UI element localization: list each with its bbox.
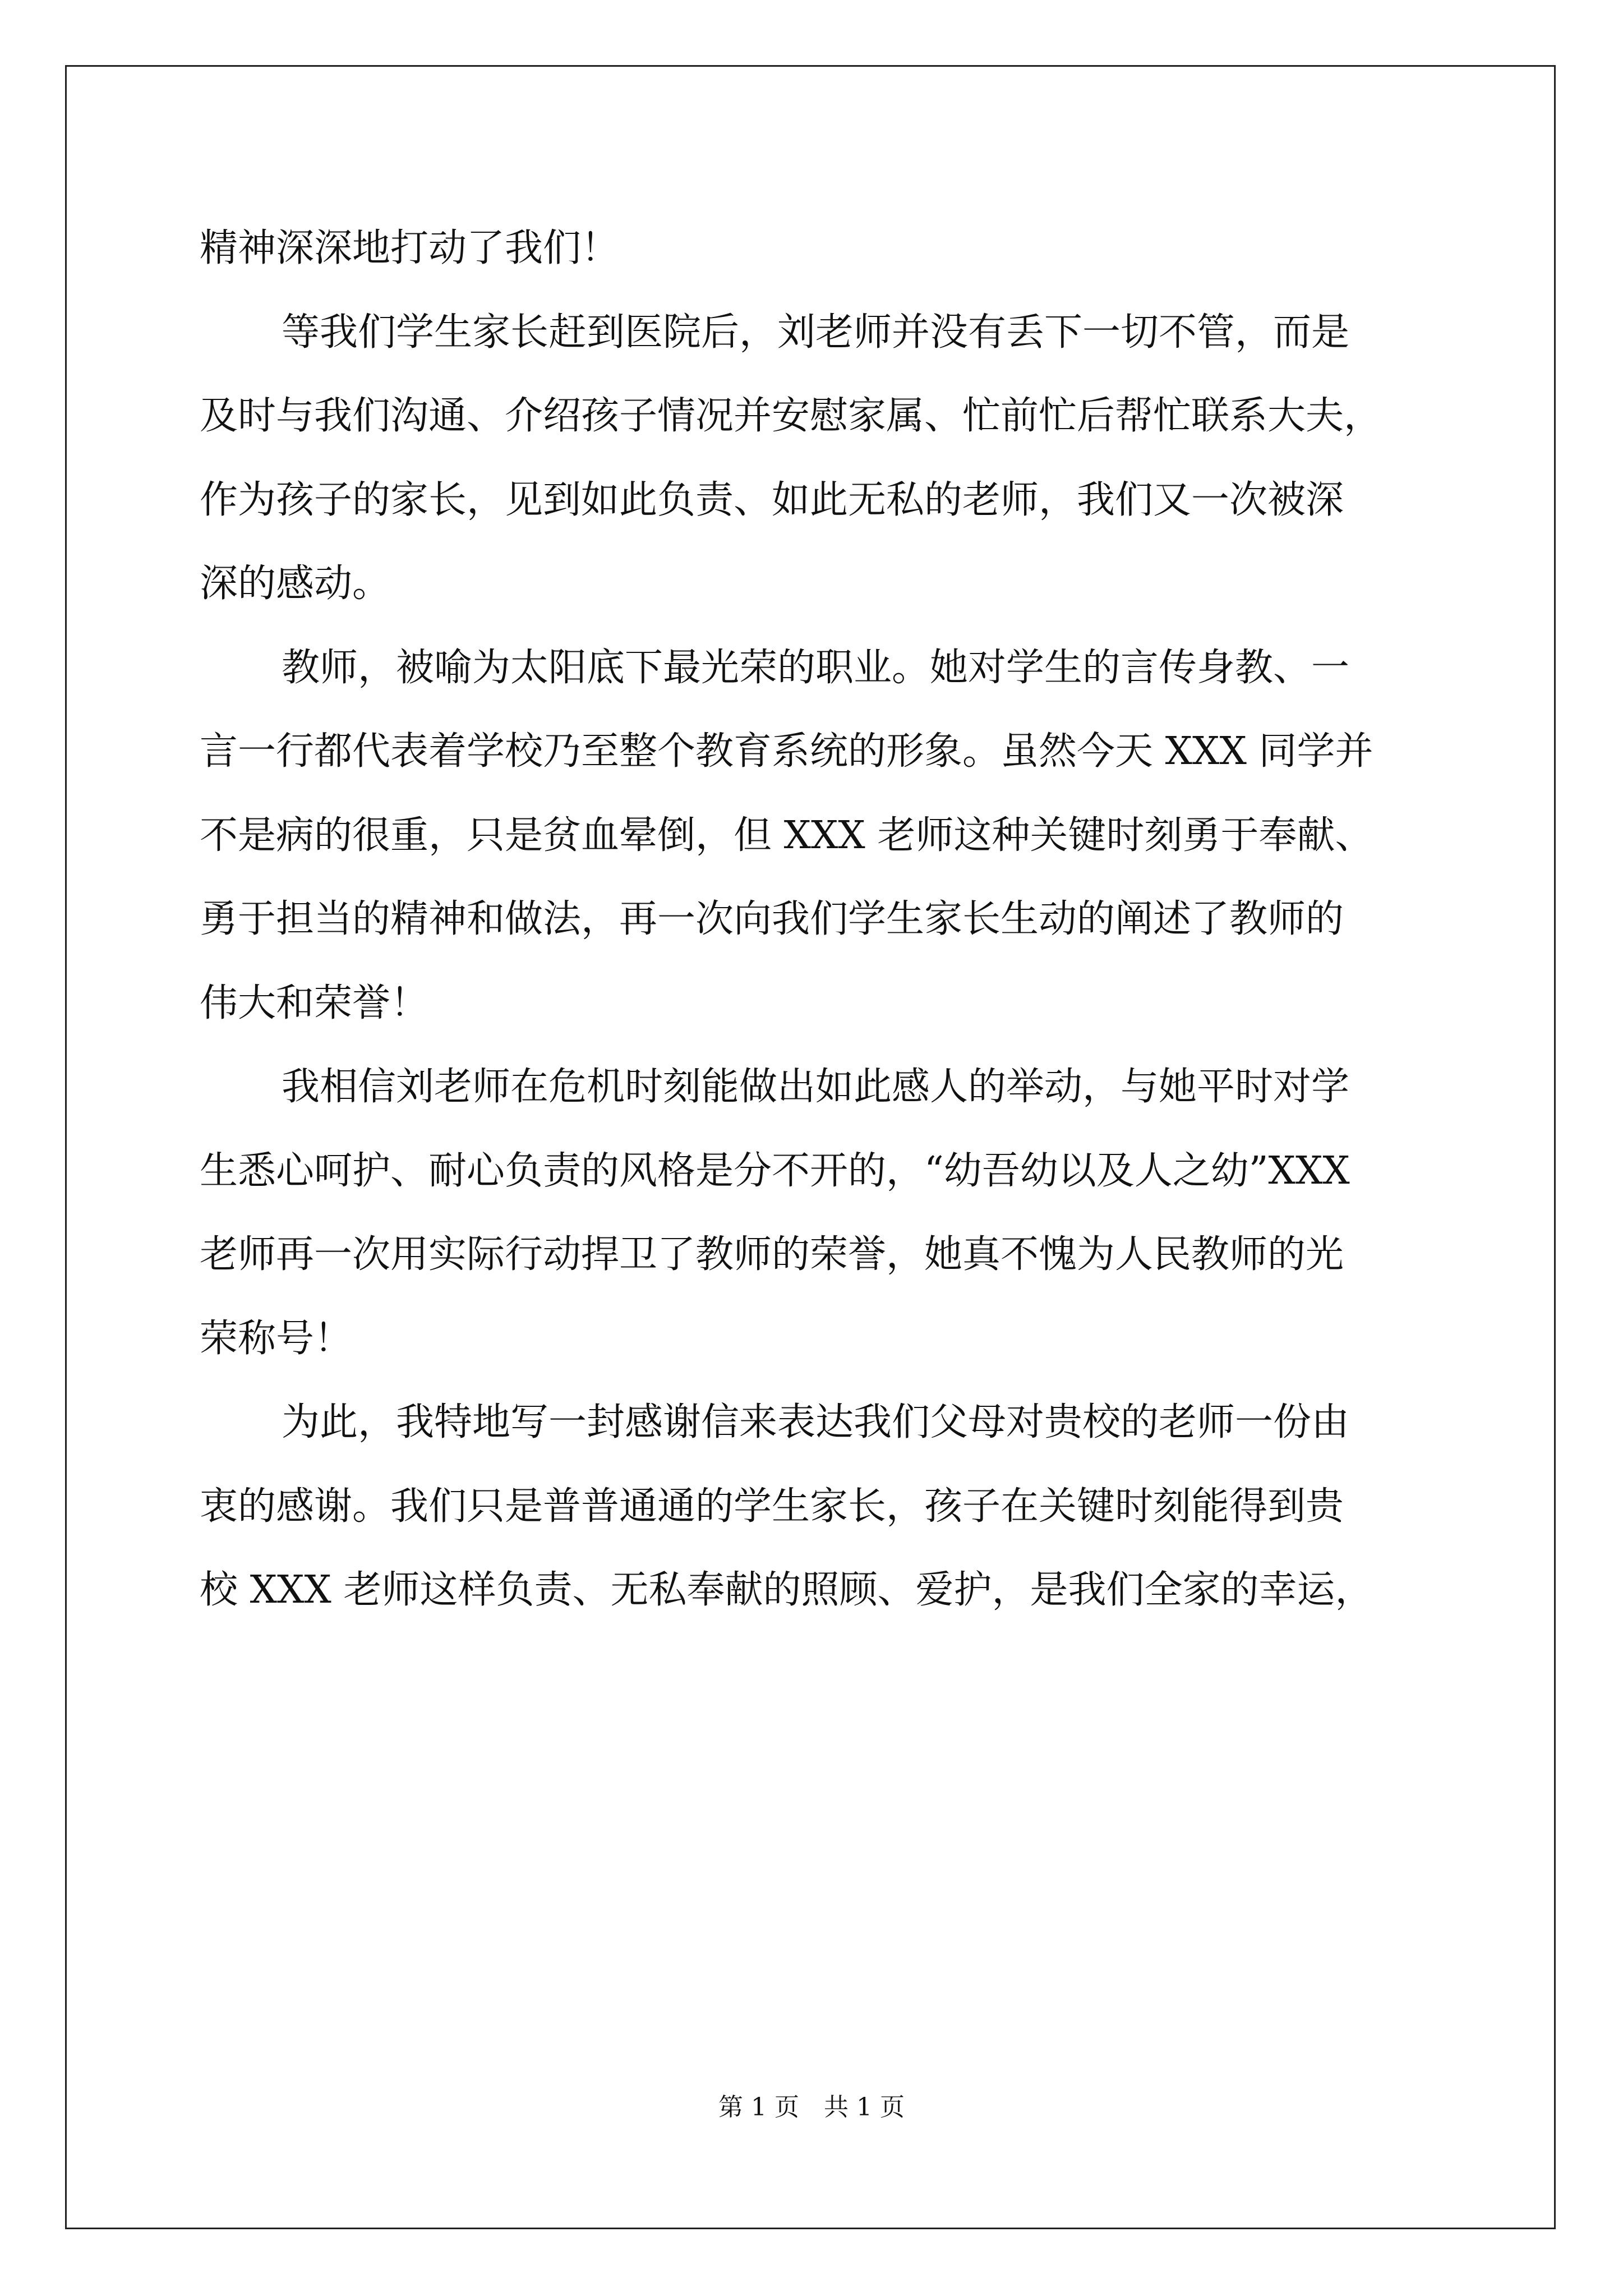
text-line: 我相信刘老师在危机时刻能做出如此感人的举动，与她平时对学 xyxy=(282,1065,1350,1109)
text-line: 深的感动。 xyxy=(200,562,391,606)
text-line: 精神深深地打动了我们！ xyxy=(200,226,620,270)
letter-body xyxy=(200,206,1426,1632)
text-line: 言一行都代表着学校乃至整个教育系统的形象。虽然今天 XXX 同学并 xyxy=(200,729,1373,774)
text-line: 为此，我特地写一封感谢信来表达我们父母对贵校的老师一份由 xyxy=(282,1400,1350,1444)
text-line: 等我们学生家长赶到医院后，刘老师并没有丢下一切不管，而是 xyxy=(282,310,1350,355)
page-number: 第 1 页 共 1 页 xyxy=(718,2093,905,2122)
text-line: 及时与我们沟通、介绍孩子情况并安慰家属、忙前忙后帮忙联系大夫， xyxy=(200,394,1382,438)
text-line: 伟大和荣誉！ xyxy=(200,981,429,1025)
text-line: 不是病的很重，只是贫血晕倒，但 XXX 老师这种关键时刻勇于奉献、 xyxy=(200,813,1373,858)
text-line: 生悉心呵护、耐心负责的风格是分不开的，“幼吾幼以及人之幼”XXX xyxy=(200,1148,1350,1193)
text-line: 衷的感谢。我们只是普普通通的学生家长，孩子在关键时刻能得到贵 xyxy=(200,1484,1344,1529)
text-line: 教师，被喻为太阳底下最光荣的职业。她对学生的言传身教、一 xyxy=(282,645,1350,690)
text-line: 勇于担当的精神和做法，再一次向我们学生家长生动的阐述了教师的 xyxy=(200,897,1344,941)
text-line: 荣称号！ xyxy=(200,1316,353,1361)
text-line: 老师再一次用实际行动捍卫了教师的荣誉，她真不愧为人民教师的光 xyxy=(200,1232,1344,1277)
text-line: 作为孩子的家长，见到如此负责、如此无私的老师，我们又一次被深 xyxy=(200,477,1344,522)
text-line: 校 XXX 老师这样负责、无私奉献的照顾、爱护，是我们全家的幸运， xyxy=(200,1568,1373,1612)
